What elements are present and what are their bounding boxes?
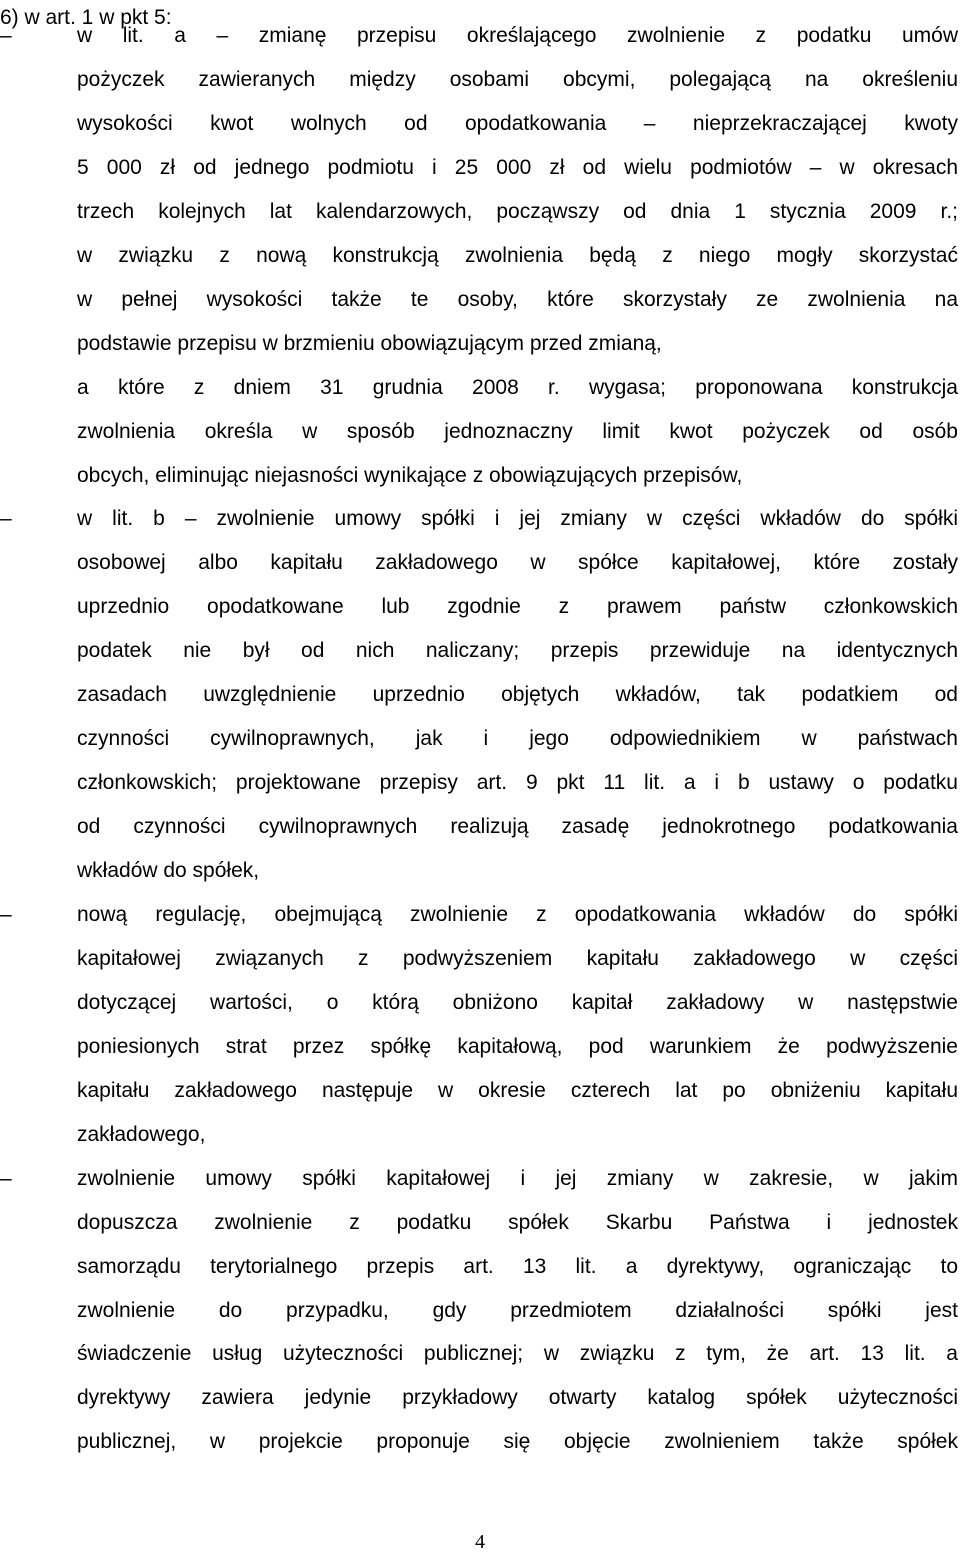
text-line: zwolnienie umowy spółki kapitałowej i jej zmiany w zakresie, w jakim (77, 1166, 958, 1190)
text-line: publicznej, w projekcie proponuje się objęcie zwolnieniem także spółek (77, 1430, 958, 1454)
text-line: trzech kolejnych lat kalendarzowych, począwszy od dnia 1 stycznia 2009 r.; (77, 199, 958, 223)
text-line: dyrektywy zawiera jedynie przykładowy otwarty katalog spółek użyteczności (77, 1386, 958, 1410)
text-line: samorządu terytorialnego przepis art. 13 lit. a dyrektywy, ograniczając to (77, 1254, 958, 1278)
text-line: kapitałowej związanych z podwyższeniem kapitału zakładowego w części (77, 946, 958, 970)
text-line: pożyczek zawieranych między osobami obcymi, polegającą na określeniu (77, 67, 958, 91)
list-marker: – (0, 903, 12, 926)
text-line: w lit. a – zmianę przepisu określającego zwolnienie z podatku umów (77, 24, 958, 47)
text-line: poniesionych strat przez spółkę kapitałową, pod warunkiem że podwyższenie (77, 1034, 958, 1058)
text-line: kapitału zakładowego następuje w okresie czterech lat po obniżeniu kapitału (77, 1078, 958, 1102)
text-line: nową regulację, obejmującą zwolnienie z opodatkowania wkładów do spółki (77, 903, 958, 926)
text-line: od czynności cywilnoprawnych realizują zasadę jednokrotnego podatkowania (77, 815, 958, 839)
text-line: zwolnienia określa w sposób jednoznaczny limit kwot pożyczek od osób (77, 419, 958, 443)
text-line: świadczenie usług użyteczności publicznej; w związku z tym, że art. 13 lit. a (77, 1342, 958, 1366)
text-line: czynności cywilnoprawnych, jak i jego odpowiednikiem w państwach (77, 727, 958, 751)
section-heading: 6) w art. 1 w pkt 5: (0, 6, 172, 29)
text-line: a które z dniem 31 grudnia 2008 r. wygasa; proponowana konstrukcja (77, 375, 958, 399)
text-line: dopuszcza zwolnienie z podatku spółek Skarbu Państwa i jednostek (77, 1210, 958, 1234)
text-line: w związku z nową konstrukcją zwolnienia będą z niego mogły skorzystać (77, 243, 958, 267)
text-line: dotyczącej wartości, o którą obniżono kapitał zakładowy w następstwie (77, 990, 958, 1014)
list-marker: – (0, 24, 12, 47)
text-line: członkowskich; projektowane przepisy art. 9 pkt 11 lit. a i b ustawy o podatku (77, 771, 958, 795)
text-line: podatek nie był od nich naliczany; przepis przewiduje na identycznych (77, 639, 958, 663)
text-line: osobowej albo kapitału zakładowego w spółce kapitałowej, które zostały (77, 551, 958, 575)
text-line: w lit. b – zwolnienie umowy spółki i jej zmiany w części wkładów do spółki (77, 507, 958, 531)
text-line: zasadach uwzględnienie uprzednio objętych wkładów, tak podatkiem od (77, 683, 958, 707)
text-line: zwolnienie do przypadku, gdy przedmiotem działalności spółki jest (77, 1298, 958, 1322)
list-marker: – (0, 507, 12, 531)
text-line: obcych, eliminując niejasności wynikające z obowiązujących przepisów, (77, 463, 743, 487)
page-number: 4 (475, 1531, 485, 1553)
text-line: w pełnej wysokości także te osoby, które skorzystały ze zwolnienia na (77, 287, 958, 311)
text-line: uprzednio opodatkowane lub zgodnie z prawem państw członkowskich (77, 595, 958, 619)
text-line: wkładów do spółek, (77, 859, 260, 883)
text-line: zakładowego, (77, 1122, 206, 1146)
list-marker: – (0, 1166, 12, 1190)
text-line: wysokości kwot wolnych od opodatkowania – nieprzekraczającej kwoty (77, 111, 958, 135)
text-line: 5 000 zł od jednego podmiotu i 25 000 zł od wielu podmiotów – w okresach (77, 155, 958, 179)
text-line: podstawie przepisu w brzmieniu obowiązującym przed zmianą, (77, 331, 662, 355)
